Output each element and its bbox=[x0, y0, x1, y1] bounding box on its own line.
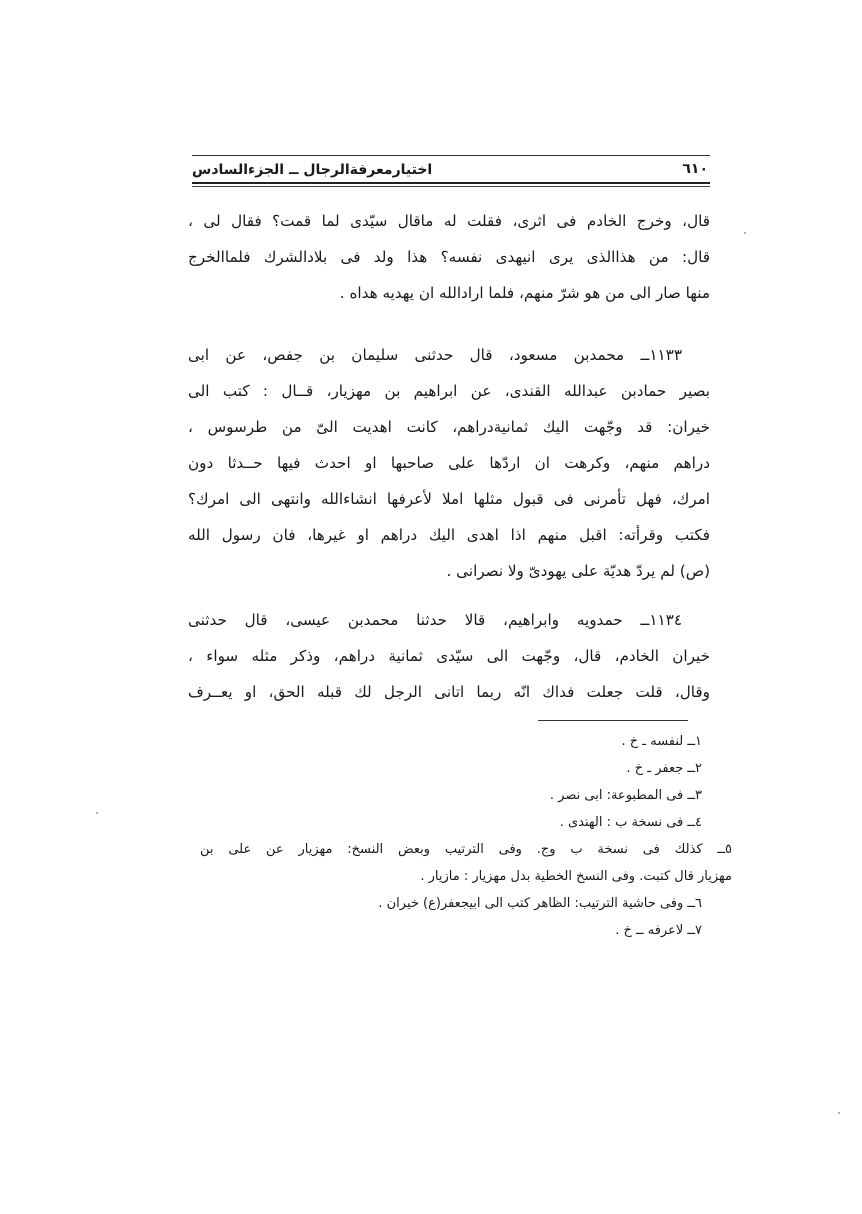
text-line: وقال، قلت جعلت فداك انّه ربما اتانى الرجل لك قبله الحق، او يعــرف bbox=[188, 683, 710, 701]
text-line: (ص) لم يردّ هديّة على يهودىّ ولا نصرانى . bbox=[446, 562, 710, 580]
footnote-5-continued: مهزيار قال كتبت. وفى النسخ الخطية بدل مهزيار : مازيار . bbox=[420, 869, 732, 884]
text-line: خيران: قد وجّهت اليك ثمانيةدراهم، كانت اهديت الىّ من طرسوس ، bbox=[188, 418, 710, 436]
page-number: ٦١٠ bbox=[682, 161, 708, 177]
scan-speck bbox=[744, 232, 746, 234]
scan-speck bbox=[838, 1112, 840, 1114]
footnote-7: ٧ــ لاعرفه ــ خ . bbox=[615, 923, 702, 938]
text-line: خيران الخادم، قال، وجّهت الى سيّدى ثمانية دراهم، وذكر مثله سواء ، bbox=[188, 647, 710, 665]
text-line: بصير حمادبن عبدالله القندى، عن ابراهيم بن مهزيار، قــال : كتب الى bbox=[188, 382, 710, 400]
text-line: منها صار الى من هو شرّ منهم، فلما ارادالله ان يهديه هداه . bbox=[339, 284, 710, 302]
footnote-2: ٢ــ جعفر ـ خ . bbox=[626, 761, 702, 776]
footnote-1: ١ــ لنفسه ـ خ . bbox=[621, 734, 702, 749]
text-line: دراهم منهم، وكرهت ان اردّها على صاحبها او احدث فيها حــدثا دون bbox=[188, 454, 710, 472]
text-line: ١١٣٤ــ حمدويه وابراهيم، قالا حدثنا محمدبن عيسى، قال حدثنى bbox=[188, 611, 682, 629]
scan-speck bbox=[96, 812, 98, 814]
text-line: امرك، فهل تأمرنى فى قبول مثلها املا لأعرفها انشاءالله وانتهى الى امرك؟ bbox=[188, 490, 710, 508]
footnote-5: ٥ــ كذلك فى نسخة ب وج. وفى الترتيب وبعض النسخ: مهزيار عن على بن bbox=[200, 842, 732, 857]
footnote-6: ٦ــ وفى حاشية الترتيب: الظاهر كتب الى ابيجعفر(ع) خيران . bbox=[378, 896, 702, 911]
text-line: قال: من هذاالذى يرى انيهدى نفسه؟ هذا ولد فى بلادالشرك فلماالخرج bbox=[188, 248, 710, 266]
text-line: ١١٣٣ــ محمدبن مسعود، قال حدثنى سليمان بن جفص، عن ابى bbox=[188, 346, 682, 364]
footnotes bbox=[200, 728, 732, 944]
header-top-rule bbox=[192, 155, 710, 156]
page-header bbox=[192, 155, 710, 187]
running-title: اختيارمعرفةالرجال ــ الجزءالسادس bbox=[192, 162, 433, 178]
text-line: قال، وخرج الخادم فى اثرى، فقلت له ماقال سيّدى لما قمت؟ فقال لى ، bbox=[188, 212, 710, 230]
hadith-1134 bbox=[188, 602, 710, 710]
header-bottom-rule bbox=[192, 182, 710, 184]
header-bottom-rule-thin bbox=[192, 186, 710, 187]
text-line: فكتب وقرأته: اقبل منهم اذا اهدى اليك دراهم او غيرها، فان رسول الله bbox=[188, 526, 710, 544]
footnote-3: ٣ــ فى المطبوعة: ابى نصر . bbox=[549, 788, 702, 803]
footnote-4: ٤ــ فى نسخة ب : الهندى . bbox=[559, 815, 702, 830]
hadith-1133 bbox=[188, 337, 710, 589]
footnote-separator bbox=[538, 720, 688, 721]
paragraph-continuation bbox=[188, 203, 710, 311]
